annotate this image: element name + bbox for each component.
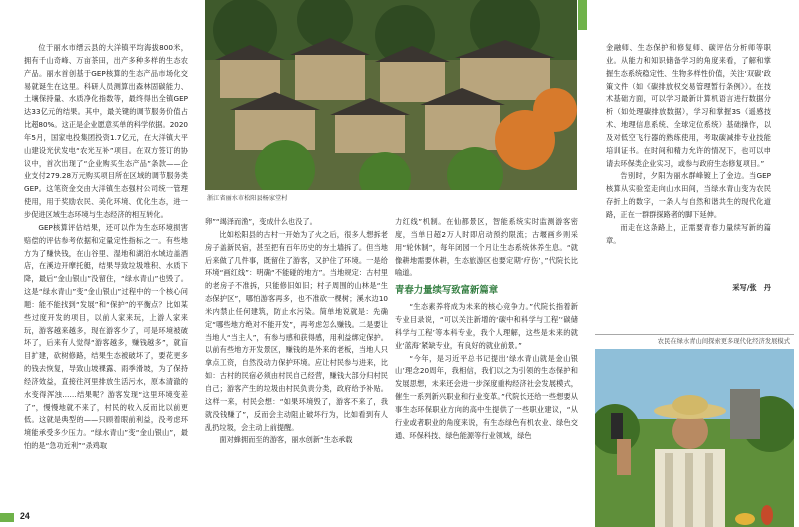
paragraph: 面对蜂拥而至的游客，丽水创新“生态承载 (219, 435, 353, 445)
paragraph: 比如松阳县的古村一开始为了火之后，很多人想拆老房子盖新民宿，甚至把有百年历史的夯土墙拆了。但当地后来做了几件事，既留住了游客，又护住了环境。一是给环境“画红线”：明确“不能碰的地方”。当地规定：古村里的老房子不准拆，只能修旧如旧；村子周围的山林是“生态保护区”，哪怕游客再多，也不准砍一棵树；溪水边10米内禁止任何建筑，防止水污染。简单地说就是：先确定“哪些地方绝对不能开发”，再考虑怎么赚钱。二是要让当地人“当主人”，有参与感和获得感，用利益绑定保护。以前有些地方开发景区，赚钱的是外来的老板，当地人只拿点工资，自然没动力保护环境。应让村民参与进来，比如：古村的民宿必须由村民自己经营，赚钱大部分归村民自己；游客产生的垃圾由村民负责分类，政府给予补贴。这样一来，村民会想：“如果环境毁了，游客不来了，我就没钱赚了”，反而会主动阻止破坏行为，比如看到有人乱扔垃圾，会主动上前提醒。 (205, 229, 388, 432)
page-number: 24 (20, 511, 30, 521)
paragraph: 告别时，夕阳为丽水群峰镀上了金边。当GEP核算从实验室走向山水田间，当绿水青山变为农民存折上的数字，一条人与自然和谐共生的现代化道路，正在一群群探路者的脚下延伸。 (606, 171, 771, 219)
paragraph: 位于丽水市缙云县的大洋镇平均海拔800米，拥有千山奇峰、万亩茶田，出产多种多样的生态农产品。丽水首创基于GEP核算的生态产品市场化交易就诞生在这里。科研人员测算出森林固碳能力、土壤保持量、水质净化指数等，最终得出全镇GEP达33亿元的结果。其中，最关键的调节服务价值占比超80%。这正是企业愿意买单的科学依据。2020年5月，国家电投集团投资1.7亿元，在大洋镇大平山建设光伏发电“农光互补”项目。在双方签订的协议中，首次出现了“企业购买生态产品”条款——企业支付279.28万元购买项目所在区域的调节服务类GEP。这笔资金交由大洋镇生态强村公司统一管理使用，用于奖励农民、美化环境、优化生态，进一步促进区域生态环境与生态经济的相互转化。 (24, 43, 188, 219)
paragraph: 而走在这条路上，正需要青春力量续写新的篇章。 (606, 222, 771, 245)
page-number-bar (0, 513, 14, 522)
article-column-4 (606, 42, 771, 248)
top-photo-caption: 浙江省丽水市松阳县杨家堂村 (207, 195, 288, 202)
article-column-2 (205, 216, 388, 447)
paragraph: “生态素养将成为未来的核心竞争力。”代院长指着新专业目录说，“可以关注新增的‘碳中和科学与工程’‘碳储科学与工程’等本科专业，我个人理解，这些是未来的就业‘蓝海’紧缺专业，有良好的就业前景。” (395, 302, 578, 350)
village-photo (205, 0, 577, 190)
bottom-photo-caption: 农民在绿水青山间探索更多现代化经济发展模式 (657, 338, 790, 345)
article-column-3 (395, 216, 578, 443)
accent-strip (578, 0, 587, 30)
paragraph: 力红线”机制。在仙都景区，智能系统实时监测游客密度，当单日超2万人时即启动预约限流；古堰画乡则采用“轮休制”，每年闭园一个月让生态系统休养生息。“就像耕地需要休耕，生态旅游区也要定期‘疗伤’，”代院长比喻道。 (395, 217, 578, 278)
paragraph: 金融师、生态保护和修复师、碳评估分析师等职业。从能力和知识储备学习的角度来看，了解和掌握生态系统稳定性、生物多样性价值，关注‘双碳’政策文件（如《碳排放权交易管理暂行条例》）。在技术基础方面，可以学习最新计算机语言进行数据分析（如处理碳排放数据），学习和掌握3S（遥感技术、地理信息系统、全球定位系统）基础操作，以及对低空飞行器的熟练使用，考取碳减排专业技能培训证书。在时间和精力允许的情况下，也可以申请去环保类企业实习，或参与政府生态修复项目。” (606, 43, 771, 168)
paragraph: “今年，是习近平总书记提出‘绿水青山就是金山银山’理念20周年，我相信，我们以之为引领的生态保护和发展思想，未来还会进一步深度重构经济社会发展模式，催生一系列新兴职业和行业变革。”代院长还给一些想要从事生态环保职业方向的高中生提供了一些职业建议，“从行业或者职业的角度来说，有生态绿色有机农业、绿色交通、环保科技、绿色能源等行业领域，绿色 (395, 353, 578, 440)
paragraph: GEP核算评估结果，还可以作为生态环境损害赔偿的评估参考依据和定量定性指标之一。有些地方为了赚快钱，在山谷里、湿地和湖泊水域边盖酒店，在溪边开摩托艇，结果导致垃圾堆积、水质下降，最后“金山银山”没留住，“绿水青山”也毁了。这是“绿水青山”变“金山银山”过程中的一个核心问题：能不能找到“发展”和“保护”的平衡点？比如某些过度开发的项目，以前人家来玩，上游人家来玩，游客越来越多，现在游客少了，可是环境被破坏了，后来有人觉得“游客越多，赚钱越多”，就盲目扩建，砍树修路，结果生态被破坏了，要花更多的钱去恢复，导致山坡裸露、雨季滑坡，为了保持经济效益，直接往河里排放生活污水，原本清澈的水变得浑浊……结果呢？游客发现“这里环境变差了”，慢慢地就不来了，村民的收入反而比以前更低。这就是典型的——只顾着眼前利益，没考虑环境能承受多少压力。“绿水青山”变“金山银山”，最怕的是“急功近利”“杀鸡取 (24, 222, 188, 451)
paragraph: 卵”“竭泽而渔”，变成什么也没了。 (205, 217, 317, 226)
section-heading: 青春力量续写致富新篇章 (395, 285, 499, 297)
farmer-photo (595, 349, 794, 527)
article-column-1 (24, 42, 188, 453)
author-byline: 采写/张 丹 (732, 283, 771, 292)
